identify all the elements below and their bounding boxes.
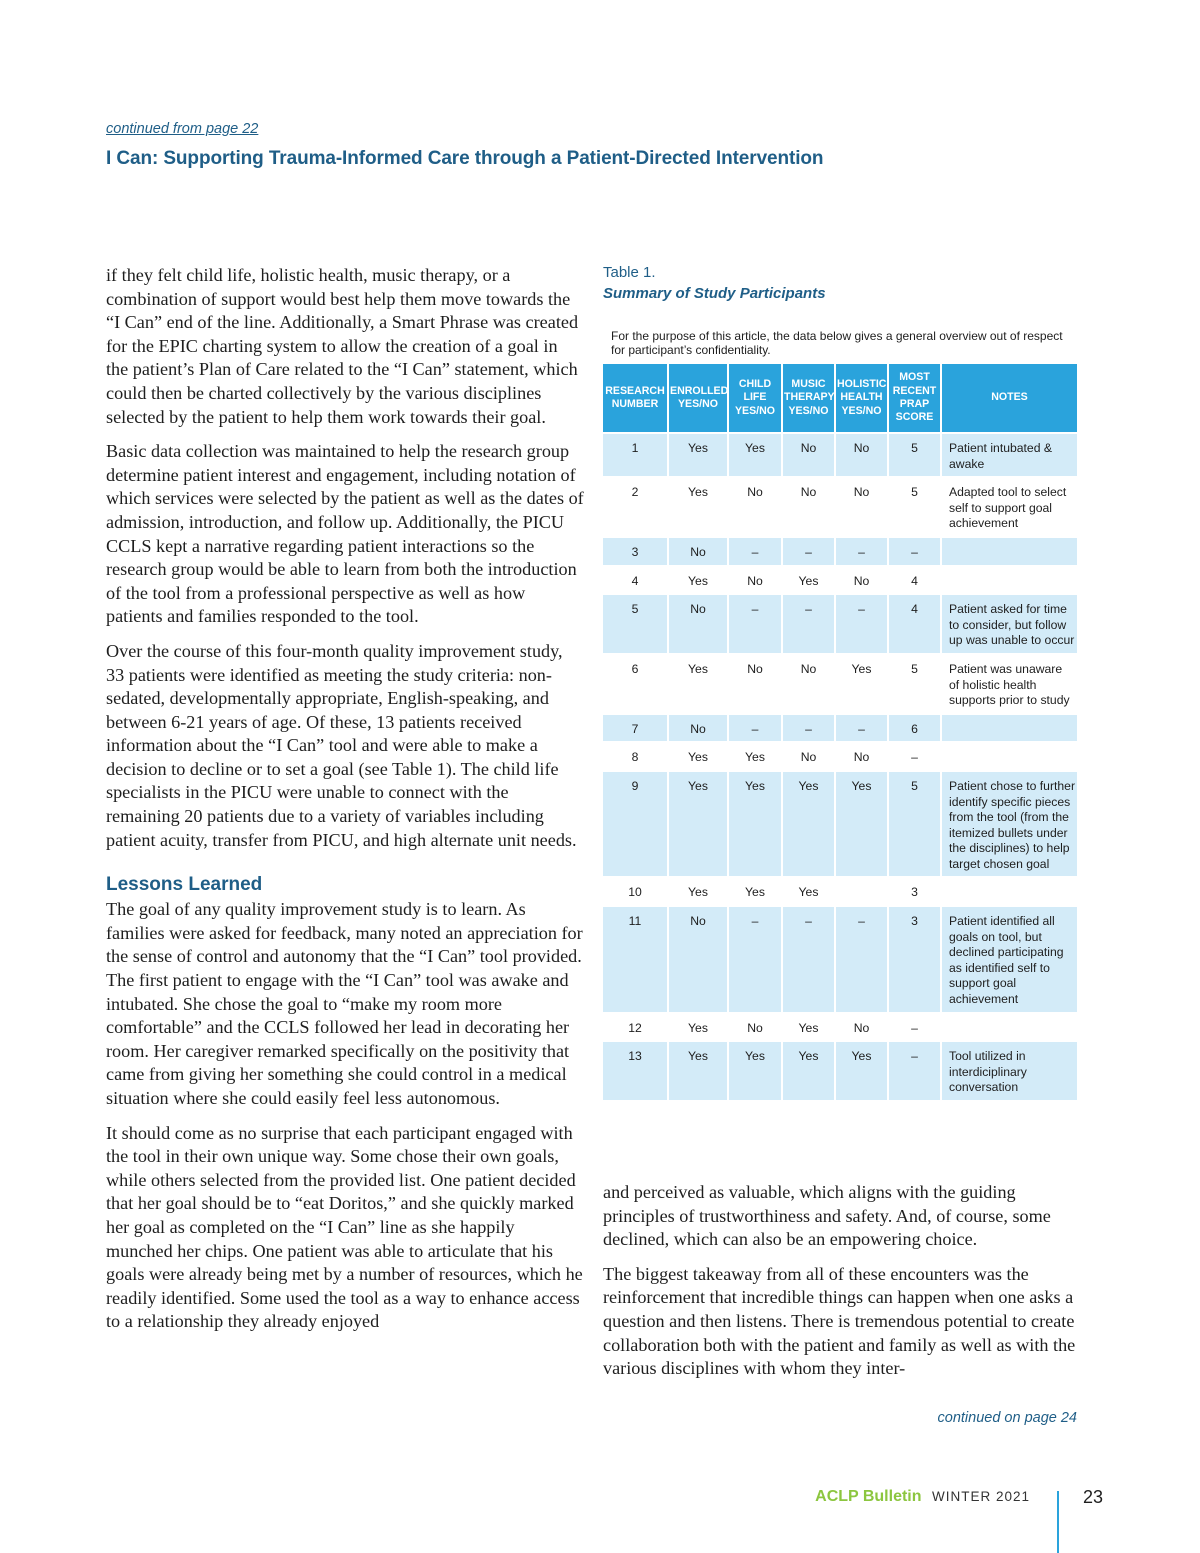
continued-from-link[interactable]: continued from page 22 — [106, 121, 259, 137]
enrolled-cell: No — [669, 536, 729, 565]
table-block — [603, 264, 1077, 1100]
footer-issue: WINTER 2021 — [931, 1489, 1030, 1504]
holistic-health-cell: No — [836, 476, 889, 536]
music-therapy-cell: No — [783, 741, 836, 770]
enrolled-cell: No — [669, 713, 729, 742]
research-number-cell: 3 — [603, 536, 669, 565]
table-row — [603, 1040, 1077, 1100]
section-heading: Lessons Learned — [106, 874, 263, 896]
table-row — [603, 905, 1077, 1012]
child-life-cell: Yes — [729, 1040, 783, 1100]
footer-brand: ACLP Bulletin — [815, 1488, 922, 1505]
holistic-health-cell: – — [836, 536, 889, 565]
child-life-cell: – — [729, 713, 783, 742]
prap-score-cell: 4 — [889, 593, 942, 653]
holistic-health-cell: No — [836, 1012, 889, 1041]
table-row — [603, 653, 1077, 713]
footer — [815, 1488, 1030, 1506]
music-therapy-cell: – — [783, 593, 836, 653]
child-life-cell: Yes — [729, 432, 783, 476]
table-header-row — [603, 364, 1077, 432]
column-header-notes: NOTES — [942, 364, 1077, 432]
table-label: Table 1. — [603, 264, 656, 281]
prap-score-cell: 3 — [889, 905, 942, 1012]
prap-score-cell: 4 — [889, 565, 942, 594]
notes-cell: Adapted tool to select self to support goal achievement — [942, 476, 1077, 536]
enrolled-cell: Yes — [669, 876, 729, 905]
music-therapy-cell: – — [783, 905, 836, 1012]
notes-cell: Patient identified all goals on tool, but declined participating as identified self to support goal achievement — [942, 905, 1077, 1012]
research-number-cell: 5 — [603, 593, 669, 653]
holistic-health-cell: – — [836, 593, 889, 653]
child-life-cell: – — [729, 905, 783, 1012]
body-paragraph: It should come as no surprise that each participant engaged with the tool in their own unique way. Some chose their own goals, while others selected from the provided list. One patient decided that her goal should be to “eat Doritos,” and she quickly marked her goal as completed on the “I Can” line as she happily munched her chips. One patient was able to articulate that his goals were already being met by a number of resources, which he readily identified. Some used the tool as a way to enhance access to a relationship they already enjoyed — [106, 1122, 583, 1332]
page-number: 23 — [1083, 1487, 1104, 1507]
research-number-cell: 1 — [603, 432, 669, 476]
enrolled-cell: Yes — [669, 653, 729, 713]
notes-cell — [942, 741, 1077, 770]
research-number-cell: 2 — [603, 476, 669, 536]
table-row — [603, 536, 1077, 565]
table-row — [603, 476, 1077, 536]
table-row — [603, 1012, 1077, 1041]
column-header-research-number: RESEARCH NUMBER — [603, 364, 669, 432]
notes-cell: Patient chose to further identify specific pieces from the tool (from the itemized bullets under the disciplines) to help target chosen goal — [942, 770, 1077, 877]
research-number-cell: 7 — [603, 713, 669, 742]
music-therapy-cell: Yes — [783, 1040, 836, 1100]
enrolled-cell: Yes — [669, 770, 729, 877]
holistic-health-cell: – — [836, 905, 889, 1012]
right-column-text — [603, 1181, 1081, 1392]
research-number-cell: 4 — [603, 565, 669, 594]
table-row — [603, 593, 1077, 653]
research-number-cell: 13 — [603, 1040, 669, 1100]
research-number-cell: 9 — [603, 770, 669, 877]
body-paragraph: The goal of any quality improvement study is to learn. As families were asked for feedback, many noted an appreciation for the sense of control and autonomy that the “I Can” tool provided. The first patient to engage with the “I Can” tool was awake and intubated. She chose the goal to “make my room more comfortable” and the CCLS followed her lead in decorating her room. Her caregiver remarked specifically on the positivity that came from giving her something she could control in a medical situation where she could easily feel less autonomous. — [106, 899, 583, 1108]
research-number-cell: 10 — [603, 876, 669, 905]
notes-cell — [942, 536, 1077, 565]
research-number-cell: 12 — [603, 1012, 669, 1041]
body-paragraph: Basic data collection was maintained to help the research group determine patient interest and engagement, including notation of which services were selected by the patient as well as the dates of admission, introduction, and follow up. Additionally, the PICU CCLS kept a narrative regarding patient interactions so the research group would be able to learn from both the introduction of the tool from a professional perspective as well as how patients and families responded to the tool. — [106, 441, 584, 627]
holistic-health-cell: No — [836, 565, 889, 594]
child-life-cell: – — [729, 593, 783, 653]
prap-score-cell: – — [889, 536, 942, 565]
holistic-health-cell: Yes — [836, 770, 889, 877]
column-header-prap-score: MOST RECENT PRAP SCORE — [889, 364, 942, 432]
table-row — [603, 741, 1077, 770]
music-therapy-cell: Yes — [783, 876, 836, 905]
enrolled-cell: Yes — [669, 1012, 729, 1041]
music-therapy-cell: Yes — [783, 1012, 836, 1041]
enrolled-cell: Yes — [669, 1040, 729, 1100]
prap-score-cell: – — [889, 741, 942, 770]
enrolled-cell: Yes — [669, 476, 729, 536]
holistic-health-cell: Yes — [836, 1040, 889, 1100]
enrolled-cell: Yes — [669, 432, 729, 476]
research-number-cell: 11 — [603, 905, 669, 1012]
notes-cell: Patient was unaware of holistic health supports prior to study — [942, 653, 1077, 713]
child-life-cell: No — [729, 565, 783, 594]
body-paragraph: and perceived as valuable, which aligns with the guiding principles of trustworthiness and safety. And, of course, some declined, which can also be an empowering choice. — [603, 1182, 1051, 1250]
child-life-cell: No — [729, 1012, 783, 1041]
prap-score-cell: 3 — [889, 876, 942, 905]
footer-divider — [1057, 1491, 1059, 1553]
child-life-cell: No — [729, 653, 783, 713]
prap-score-cell: – — [889, 1040, 942, 1100]
notes-cell — [942, 713, 1077, 742]
table-body — [603, 432, 1077, 1100]
continued-on-link[interactable]: continued on page 24 — [937, 1410, 1077, 1426]
child-life-cell: Yes — [729, 876, 783, 905]
left-column — [106, 264, 584, 1345]
notes-cell — [942, 876, 1077, 905]
enrolled-cell: No — [669, 905, 729, 1012]
table-row — [603, 432, 1077, 476]
research-number-cell: 6 — [603, 653, 669, 713]
prap-score-cell: 5 — [889, 432, 942, 476]
notes-cell — [942, 565, 1077, 594]
holistic-health-cell: Yes — [836, 653, 889, 713]
table-note: For the purpose of this article, the data below gives a general overview out of respect for participant’s confidentiality. — [611, 329, 1063, 357]
prap-score-cell: 5 — [889, 476, 942, 536]
music-therapy-cell: No — [783, 476, 836, 536]
child-life-cell: No — [729, 476, 783, 536]
enrolled-cell: No — [669, 593, 729, 653]
table-row — [603, 876, 1077, 905]
notes-cell: Patient asked for time to consider, but follow up was unable to occur — [942, 593, 1077, 653]
notes-cell: Patient intubated & awake — [942, 432, 1077, 476]
table-caption: Summary of Study Participants — [603, 285, 826, 302]
holistic-health-cell — [836, 876, 889, 905]
music-therapy-cell: No — [783, 653, 836, 713]
prap-score-cell: 6 — [889, 713, 942, 742]
holistic-health-cell: No — [836, 432, 889, 476]
music-therapy-cell: Yes — [783, 565, 836, 594]
column-header-music-therapy: MUSIC THERAPY YES/NO — [783, 364, 836, 432]
notes-cell — [942, 1012, 1077, 1041]
child-life-cell: Yes — [729, 770, 783, 877]
column-header-enrolled: ENROLLED YES/NO — [669, 364, 729, 432]
column-header-child-life: CHILD LIFE YES/NO — [729, 364, 783, 432]
prap-score-cell: 5 — [889, 653, 942, 713]
notes-cell: Tool utilized in interdiciplinary conversation — [942, 1040, 1077, 1100]
table-row — [603, 565, 1077, 594]
research-number-cell: 8 — [603, 741, 669, 770]
enrolled-cell: Yes — [669, 741, 729, 770]
music-therapy-cell: No — [783, 432, 836, 476]
table-row — [603, 770, 1077, 877]
music-therapy-cell: – — [783, 536, 836, 565]
table-row — [603, 713, 1077, 742]
music-therapy-cell: Yes — [783, 770, 836, 877]
body-paragraph: Over the course of this four-month quality improvement study, 33 patients were identified as meeting the study criteria: non-sedated, developmentally appropriate, English-speaking, and between 6-21 years of age. Of these, 13 patients received information about the “I Can” tool and were able to make a decision to decline or to set a goal (see Table 1). The child life specialists in the PICU were unable to connect with the remaining 20 patients due to a variety of variables including patient acuity, transfer from PICU, and high alternate unit needs. — [106, 640, 577, 850]
child-life-cell: – — [729, 536, 783, 565]
participants-table — [603, 364, 1077, 1100]
enrolled-cell: Yes — [669, 565, 729, 594]
music-therapy-cell: – — [783, 713, 836, 742]
column-header-holistic-health: HOLISTIC HEALTH YES/NO — [836, 364, 889, 432]
holistic-health-cell: – — [836, 713, 889, 742]
child-life-cell: Yes — [729, 741, 783, 770]
article-title: I Can: Supporting Trauma-Informed Care through a Patient-Directed Intervention — [106, 148, 824, 169]
holistic-health-cell: No — [836, 741, 889, 770]
body-paragraph: The biggest takeaway from all of these encounters was the reinforcement that incredible things can happen when one asks a question and then listens. There is tremendous potential to create collaboration both with the patient and family as well as with the various disciplines with whom they inter- — [603, 1263, 1076, 1379]
prap-score-cell: – — [889, 1012, 942, 1041]
prap-score-cell: 5 — [889, 770, 942, 877]
body-paragraph: if they felt child life, holistic health, music therapy, or a combination of support would best help them move towards the “I Can” end of the line. Additionally, a Smart Phrase was created for the EPIC charting system to allow the creation of a goal in the patient’s Plan of Care related to the “I Can” statement, which could then be charted collectively by the various disciplines selected by the patient to help them work towards their goal. — [106, 265, 579, 427]
